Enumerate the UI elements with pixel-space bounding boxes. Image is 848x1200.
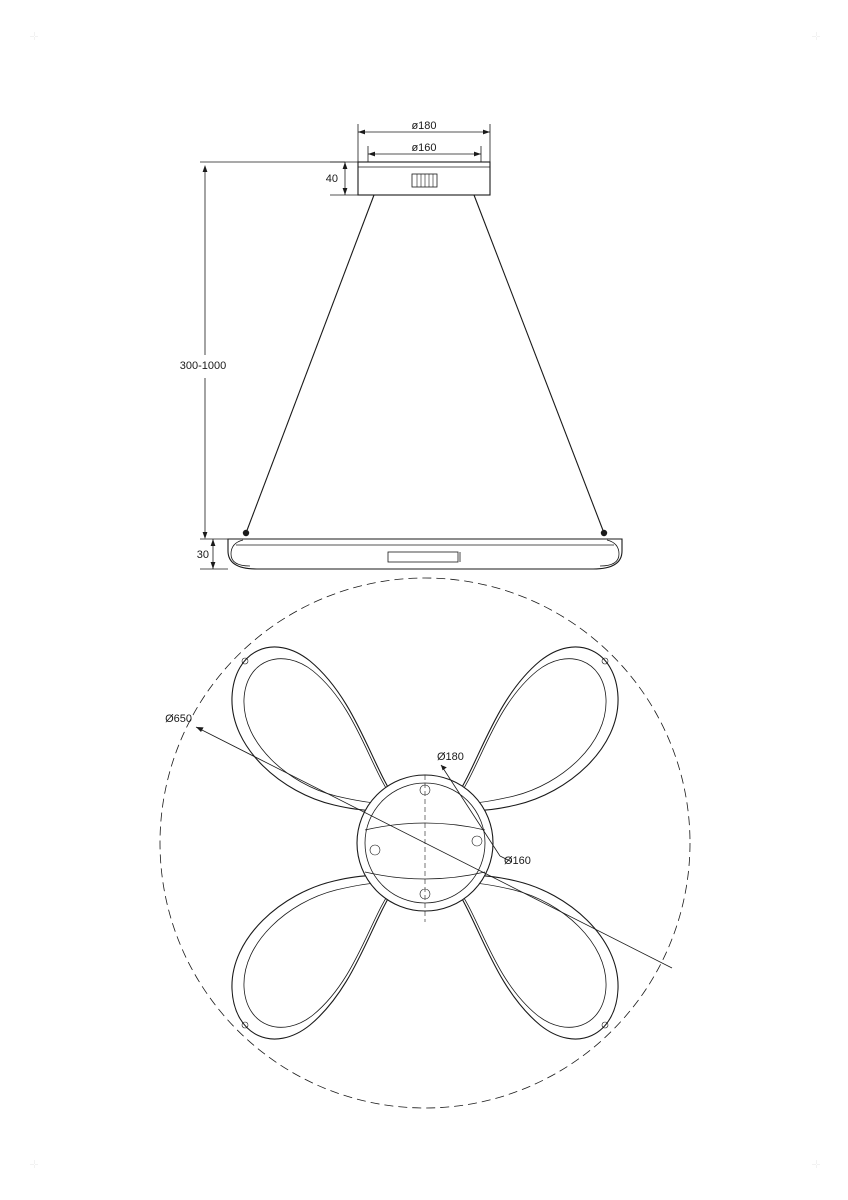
elevation-view — [200, 124, 622, 569]
label-hub-inner-dia: Ø160 — [504, 855, 531, 867]
arrow-40-bottom — [343, 188, 348, 195]
label-fixture-height: 30 — [196, 549, 209, 561]
cable-anchor-right — [601, 530, 607, 536]
suspension-cable-right — [474, 195, 604, 533]
petal-upper-right — [452, 647, 618, 810]
label-overall-dia: Ø650 — [165, 713, 192, 725]
arrow-range-top — [203, 165, 208, 172]
cable-anchor-left — [243, 530, 249, 536]
dimension-labels — [165, 120, 531, 867]
petal-upper-left — [232, 647, 398, 810]
arrow-180-right — [483, 130, 490, 135]
arrow-40-top — [343, 162, 348, 169]
plan-view — [160, 578, 690, 1108]
arrow-180-left — [358, 130, 365, 135]
fixture-center-block — [388, 552, 458, 562]
label-hub-outer-dia: Ø180 — [437, 751, 464, 763]
arrow-30-bottom — [211, 562, 216, 569]
corner-marks — [30, 32, 820, 1168]
leader-650 — [196, 727, 672, 968]
label-canopy-height: 40 — [325, 173, 338, 185]
suspension-cable-left — [246, 195, 374, 533]
arrow-650 — [196, 727, 204, 732]
label-canopy-outer-dia: ø180 — [411, 120, 437, 132]
arrow-160-right — [474, 152, 481, 157]
petal-lower-right — [452, 876, 618, 1039]
arrow-30-top — [211, 539, 216, 546]
petal-lower-left — [232, 876, 398, 1039]
label-suspension-range: 300-1000 — [179, 360, 227, 372]
label-canopy-inner-dia: ø160 — [411, 142, 437, 154]
arrow-range-bottom — [203, 532, 208, 539]
arrow-160-left — [368, 152, 375, 157]
